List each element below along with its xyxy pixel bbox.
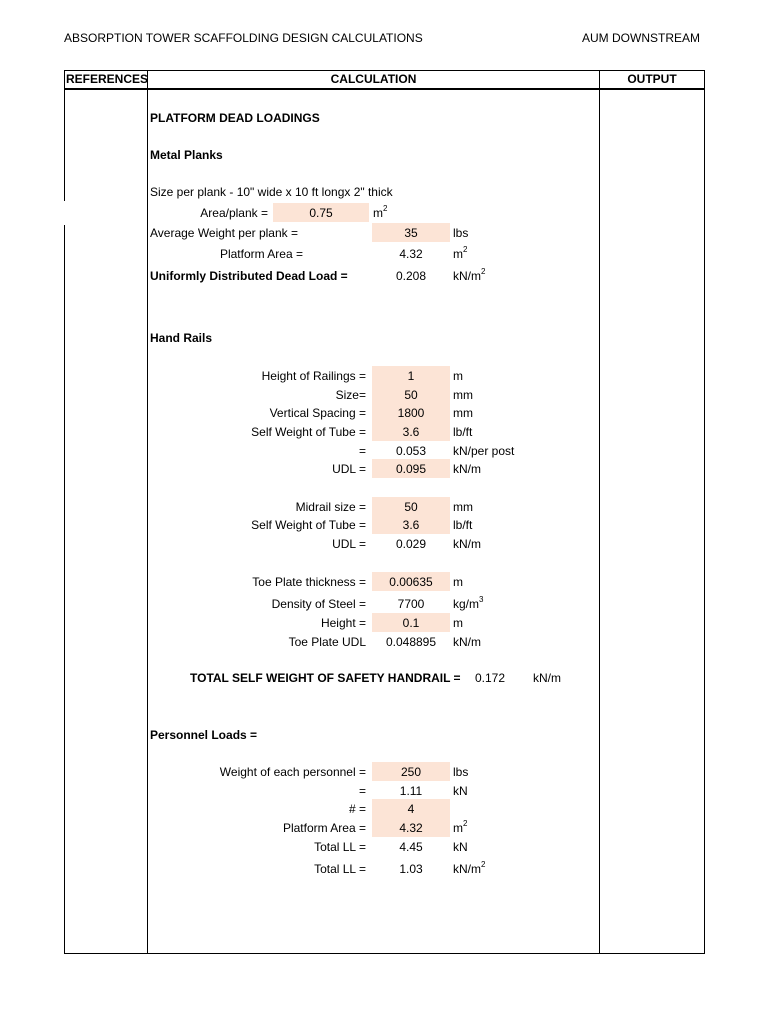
row-value: 1.03 [399, 862, 423, 876]
row-value: 0.029 [395, 537, 427, 551]
row-value: 7700 [397, 597, 425, 611]
row-label: UDL = [332, 537, 366, 551]
row-unit: m [453, 575, 463, 589]
row-unit: lb/ft [453, 518, 473, 532]
section-heading-personnel: Personnel Loads = [150, 728, 258, 742]
references-divider [147, 70, 148, 954]
avg-weight-label: Average Weight per plank = [150, 226, 298, 240]
plank-size-note: Size per plank - 10" wide x 10 ft longx 2" thick [150, 185, 393, 199]
row-label: Total LL = [314, 840, 366, 854]
company-name: AUM DOWNSTREAM [582, 31, 700, 45]
row-value: 0.053 [395, 444, 427, 458]
area-plank-label: Area/plank = [200, 206, 268, 220]
row-value: 0.1 [402, 616, 420, 630]
row-label: = [358, 444, 366, 458]
row-value: 3.6 [402, 425, 420, 439]
column-header-output: OUTPUT [627, 72, 677, 86]
platform-area-unit: $m^2$ [453, 245, 468, 261]
row-unit: kN/per post [453, 444, 515, 458]
row-value: 50 [404, 388, 418, 402]
row-label: = [358, 784, 366, 798]
row-label: Total LL = [314, 862, 366, 876]
row-unit: lb/ft [453, 425, 473, 439]
row-label: Vertical Spacing = [269, 406, 366, 420]
row-value: 250 [400, 765, 422, 779]
udl-dead-load-label: Uniformly Distributed Dead Load = [150, 269, 348, 283]
section-heading-handrails: Hand Rails [150, 331, 213, 345]
row-label: Density of Steel = [271, 597, 366, 611]
row-label: Self Weight of Tube = [251, 425, 366, 439]
table-bottom-border [64, 953, 705, 954]
subheading-metal-planks: Metal Planks [150, 148, 223, 162]
platform-area-label: Platform Area = [219, 247, 303, 261]
row-unit: m [453, 369, 463, 383]
udl-dead-load-value: 0.208 [395, 269, 427, 283]
row-value: 1.11 [399, 784, 423, 798]
row-label: Platform Area = [282, 821, 366, 835]
row-label: # = [348, 802, 366, 816]
row-label: Height of Railings = [261, 369, 366, 383]
table-left-border-top [64, 70, 65, 201]
row-unit: $m^2$ [453, 819, 468, 835]
row-value: 1 [407, 369, 415, 383]
row-value: 4.45 [399, 840, 423, 854]
row-unit: mm [453, 406, 473, 420]
table-left-border-bottom [64, 225, 65, 954]
total-handrail-label: TOTAL SELF WEIGHT OF SAFETY HANDRAIL = [190, 671, 461, 685]
row-unit: kN/m [453, 635, 481, 649]
row-value: 4 [407, 802, 415, 816]
row-label: Midrail size = [295, 500, 366, 514]
output-divider [599, 70, 600, 954]
table-top-border [64, 70, 705, 71]
row-unit: mm [453, 388, 473, 402]
avg-weight-unit: lbs [453, 226, 469, 240]
row-unit: mm [453, 500, 473, 514]
row-unit: kN [453, 840, 468, 854]
table-header-divider [64, 88, 705, 90]
row-value: 50 [404, 500, 418, 514]
table-right-border [704, 70, 705, 954]
total-handrail-value: 0.172 [474, 671, 506, 685]
row-value: 0.00635 [389, 575, 433, 589]
row-value: 4.32 [399, 821, 423, 835]
row-label: Height = [320, 616, 366, 630]
document-title: ABSORPTION TOWER SCAFFOLDING DESIGN CALCULATIONS [64, 31, 423, 45]
column-header-references: REFERENCES [66, 72, 149, 86]
row-label: Size= [335, 388, 366, 402]
area-plank-unit: $m^2$ [373, 204, 388, 220]
row-label: Toe Plate UDL [288, 635, 366, 649]
area-plank-value: 0.75 [309, 206, 333, 220]
row-label: Self Weight of Tube = [251, 518, 366, 532]
row-label: Weight of each personnel = [219, 765, 366, 779]
row-value: 0.095 [395, 462, 427, 476]
column-header-calculation: CALCULATION [330, 72, 417, 86]
row-label: UDL = [332, 462, 366, 476]
section-heading-platform: PLATFORM DEAD LOADINGS [150, 111, 320, 125]
row-unit: kN/m [453, 462, 481, 476]
row-unit: $kg/m^3$ [453, 595, 484, 611]
row-unit: m [453, 616, 463, 630]
row-value: 3.6 [402, 518, 420, 532]
row-value: 0.048895 [385, 635, 437, 649]
row-label: Toe Plate thickness = [252, 575, 366, 589]
row-unit: kN [453, 784, 468, 798]
platform-area-value: 4.32 [399, 247, 423, 261]
total-handrail-unit: kN/m [533, 671, 561, 685]
udl-dead-load-unit: $kN/m^2$ [453, 267, 486, 283]
avg-weight-value: 35 [404, 226, 418, 240]
row-unit: $kN/m^2$ [453, 860, 486, 876]
row-unit: kN/m [453, 537, 481, 551]
row-unit: lbs [453, 765, 469, 779]
row-value: 1800 [397, 406, 425, 420]
